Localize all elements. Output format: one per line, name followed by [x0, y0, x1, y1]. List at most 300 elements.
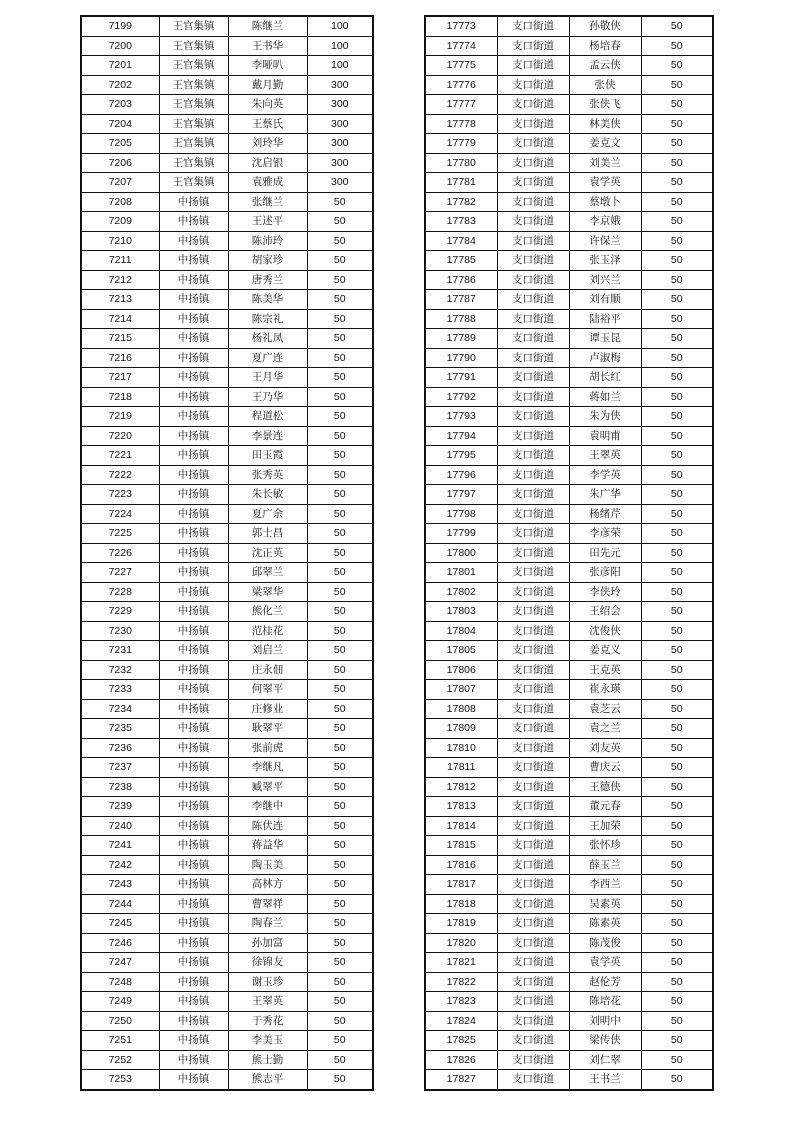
serial-number-cell: 17825	[425, 1031, 497, 1051]
township-cell: 中扬镇	[159, 777, 228, 797]
name-cell: 王书华	[228, 36, 307, 56]
amount-cell: 50	[307, 387, 373, 407]
name-cell: 蒋益华	[228, 836, 307, 856]
table-row	[425, 719, 713, 739]
amount-cell: 50	[641, 309, 713, 329]
table-row	[81, 563, 373, 583]
serial-number-cell: 17827	[425, 1070, 497, 1090]
serial-number-cell: 17778	[425, 114, 497, 134]
serial-number-cell: 7235	[81, 719, 159, 739]
table-row	[425, 992, 713, 1012]
name-cell: 何翠平	[228, 680, 307, 700]
serial-number-cell: 7223	[81, 485, 159, 505]
amount-cell: 50	[641, 816, 713, 836]
name-cell: 于秀花	[228, 1011, 307, 1031]
name-cell: 王书兰	[569, 1070, 641, 1090]
table-row	[425, 524, 713, 544]
amount-cell: 300	[307, 134, 373, 154]
serial-number-cell: 17803	[425, 602, 497, 622]
township-cell: 支口街道	[497, 699, 569, 719]
township-cell: 支口街道	[497, 95, 569, 115]
township-cell: 中扬镇	[159, 738, 228, 758]
table-row	[425, 173, 713, 193]
name-cell: 王乃华	[228, 387, 307, 407]
serial-number-cell: 7252	[81, 1050, 159, 1070]
table-row	[425, 1050, 713, 1070]
township-cell: 中扬镇	[159, 1050, 228, 1070]
serial-number-cell: 17791	[425, 368, 497, 388]
township-cell: 支口街道	[497, 660, 569, 680]
name-cell: 张彦阳	[569, 563, 641, 583]
township-cell: 中扬镇	[159, 485, 228, 505]
serial-number-cell: 17779	[425, 134, 497, 154]
serial-number-cell: 7241	[81, 836, 159, 856]
name-cell: 陈沛玲	[228, 231, 307, 251]
township-cell: 中扬镇	[159, 1070, 228, 1090]
township-cell: 支口街道	[497, 641, 569, 661]
township-cell: 中扬镇	[159, 953, 228, 973]
amount-cell: 50	[307, 212, 373, 232]
name-cell: 谢玉珍	[228, 972, 307, 992]
name-cell: 张秀英	[228, 465, 307, 485]
table-row	[81, 602, 373, 622]
serial-number-cell: 17826	[425, 1050, 497, 1070]
table-row	[81, 1070, 373, 1090]
township-cell: 支口街道	[497, 621, 569, 641]
amount-cell: 50	[641, 738, 713, 758]
amount-cell: 50	[307, 1031, 373, 1051]
amount-cell: 50	[307, 797, 373, 817]
serial-number-cell: 7253	[81, 1070, 159, 1090]
serial-number-cell: 7210	[81, 231, 159, 251]
serial-number-cell: 17798	[425, 504, 497, 524]
amount-cell: 50	[641, 134, 713, 154]
name-cell: 王述平	[228, 212, 307, 232]
serial-number-cell: 17814	[425, 816, 497, 836]
serial-number-cell: 7234	[81, 699, 159, 719]
serial-number-cell: 17793	[425, 407, 497, 427]
serial-number-cell: 7233	[81, 680, 159, 700]
table-row	[81, 777, 373, 797]
name-cell: 熊士勤	[228, 1050, 307, 1070]
amount-cell: 50	[641, 36, 713, 56]
amount-cell: 50	[307, 231, 373, 251]
table-row	[425, 309, 713, 329]
serial-number-cell: 17800	[425, 543, 497, 563]
serial-number-cell: 7249	[81, 992, 159, 1012]
township-cell: 中扬镇	[159, 387, 228, 407]
table-row	[425, 816, 713, 836]
name-cell: 卢淑梅	[569, 348, 641, 368]
amount-cell: 50	[307, 641, 373, 661]
township-cell: 支口街道	[497, 387, 569, 407]
township-cell: 支口街道	[497, 36, 569, 56]
name-cell: 王翠英	[228, 992, 307, 1012]
township-cell: 支口街道	[497, 875, 569, 895]
serial-number-cell: 17807	[425, 680, 497, 700]
township-cell: 支口街道	[497, 914, 569, 934]
table-row	[81, 387, 373, 407]
serial-number-cell: 17822	[425, 972, 497, 992]
table-row	[425, 192, 713, 212]
name-cell: 袁之兰	[569, 719, 641, 739]
township-cell: 支口街道	[497, 1050, 569, 1070]
name-cell: 庄修业	[228, 699, 307, 719]
township-cell: 中扬镇	[159, 543, 228, 563]
amount-cell: 50	[307, 426, 373, 446]
name-cell: 熊化兰	[228, 602, 307, 622]
township-cell: 中扬镇	[159, 602, 228, 622]
table-row	[425, 56, 713, 76]
serial-number-cell: 7245	[81, 914, 159, 934]
township-cell: 支口街道	[497, 212, 569, 232]
township-cell: 王官集镇	[159, 36, 228, 56]
name-cell: 姜克义	[569, 641, 641, 661]
township-cell: 中扬镇	[159, 894, 228, 914]
serial-number-cell: 7203	[81, 95, 159, 115]
name-cell: 田玉霞	[228, 446, 307, 466]
serial-number-cell: 17787	[425, 290, 497, 310]
name-cell: 杨培春	[569, 36, 641, 56]
table-row	[81, 992, 373, 1012]
serial-number-cell: 7217	[81, 368, 159, 388]
amount-cell: 50	[641, 446, 713, 466]
township-cell: 中扬镇	[159, 192, 228, 212]
serial-number-cell: 7230	[81, 621, 159, 641]
amount-cell: 50	[641, 972, 713, 992]
name-cell: 曹翠祥	[228, 894, 307, 914]
amount-cell: 50	[641, 602, 713, 622]
name-cell: 许保兰	[569, 231, 641, 251]
township-cell: 中扬镇	[159, 1031, 228, 1051]
township-cell: 支口街道	[497, 758, 569, 778]
name-cell: 袁学英	[569, 953, 641, 973]
table-row	[81, 426, 373, 446]
name-cell: 孟云侠	[569, 56, 641, 76]
table-row	[81, 485, 373, 505]
table-row	[81, 797, 373, 817]
serial-number-cell: 17782	[425, 192, 497, 212]
township-cell: 支口街道	[497, 446, 569, 466]
serial-number-cell: 7215	[81, 329, 159, 349]
amount-cell: 50	[307, 290, 373, 310]
township-cell: 支口街道	[497, 251, 569, 271]
township-cell: 中扬镇	[159, 251, 228, 271]
township-cell: 支口街道	[497, 368, 569, 388]
serial-number-cell: 17801	[425, 563, 497, 583]
amount-cell: 50	[641, 426, 713, 446]
name-cell: 胡长红	[569, 368, 641, 388]
table-row	[81, 114, 373, 134]
table-row	[425, 641, 713, 661]
table-row	[81, 407, 373, 427]
township-cell: 支口街道	[497, 602, 569, 622]
name-cell: 耿翠平	[228, 719, 307, 739]
table-row	[425, 621, 713, 641]
amount-cell: 50	[307, 251, 373, 271]
serial-number-cell: 17811	[425, 758, 497, 778]
table-row	[81, 953, 373, 973]
table-row	[425, 582, 713, 602]
serial-number-cell: 7220	[81, 426, 159, 446]
table-row	[425, 387, 713, 407]
name-cell: 陆裕平	[569, 309, 641, 329]
amount-cell: 100	[307, 56, 373, 76]
name-cell: 王月华	[228, 368, 307, 388]
serial-number-cell: 7229	[81, 602, 159, 622]
serial-number-cell: 7228	[81, 582, 159, 602]
name-cell: 袁学英	[569, 173, 641, 193]
township-cell: 中扬镇	[159, 641, 228, 661]
name-cell: 陈美华	[228, 290, 307, 310]
table-row	[425, 680, 713, 700]
table-row	[81, 290, 373, 310]
serial-number-cell: 17784	[425, 231, 497, 251]
township-cell: 支口街道	[497, 582, 569, 602]
table-row	[425, 153, 713, 173]
amount-cell: 50	[641, 368, 713, 388]
name-cell: 郭士昌	[228, 524, 307, 544]
table-row	[425, 134, 713, 154]
amount-cell: 50	[307, 660, 373, 680]
table-row	[81, 914, 373, 934]
table-row	[81, 212, 373, 232]
name-cell: 陈素英	[569, 914, 641, 934]
name-cell: 熊志平	[228, 1070, 307, 1090]
table-row	[81, 582, 373, 602]
serial-number-cell: 7204	[81, 114, 159, 134]
serial-number-cell: 7247	[81, 953, 159, 973]
name-cell: 袁明甫	[569, 426, 641, 446]
name-cell: 杨礼凤	[228, 329, 307, 349]
name-cell: 李学英	[569, 465, 641, 485]
table-row	[81, 368, 373, 388]
amount-cell: 50	[641, 719, 713, 739]
name-cell: 庄永佃	[228, 660, 307, 680]
serial-number-cell: 17818	[425, 894, 497, 914]
amount-cell: 50	[641, 153, 713, 173]
name-cell: 李侠玲	[569, 582, 641, 602]
serial-number-cell: 17777	[425, 95, 497, 115]
amount-cell: 50	[641, 270, 713, 290]
table-row	[425, 426, 713, 446]
amount-cell: 50	[641, 504, 713, 524]
name-cell: 田先元	[569, 543, 641, 563]
name-cell: 沈启银	[228, 153, 307, 173]
serial-number-cell: 7246	[81, 933, 159, 953]
table-row	[81, 933, 373, 953]
amount-cell: 50	[307, 563, 373, 583]
township-cell: 王官集镇	[159, 95, 228, 115]
table-row	[81, 504, 373, 524]
table-row	[425, 407, 713, 427]
serial-number-cell: 17808	[425, 699, 497, 719]
township-cell: 中扬镇	[159, 407, 228, 427]
name-cell: 李京娥	[569, 212, 641, 232]
serial-number-cell: 17799	[425, 524, 497, 544]
table-row	[81, 1050, 373, 1070]
township-cell: 支口街道	[497, 16, 569, 36]
amount-cell: 50	[307, 777, 373, 797]
table-row	[81, 446, 373, 466]
amount-cell: 50	[641, 894, 713, 914]
name-cell: 张前虎	[228, 738, 307, 758]
serial-number-cell: 7236	[81, 738, 159, 758]
township-cell: 支口街道	[497, 329, 569, 349]
table-row	[81, 270, 373, 290]
serial-number-cell: 17804	[425, 621, 497, 641]
table-row	[81, 738, 373, 758]
right-roster-table	[424, 15, 714, 1091]
table-row	[81, 329, 373, 349]
amount-cell: 50	[641, 114, 713, 134]
table-row	[425, 16, 713, 36]
amount-cell: 50	[641, 699, 713, 719]
township-cell: 支口街道	[497, 407, 569, 427]
township-cell: 中扬镇	[159, 1011, 228, 1031]
name-cell: 程道松	[228, 407, 307, 427]
amount-cell: 50	[641, 992, 713, 1012]
table-row	[425, 758, 713, 778]
table-row	[81, 680, 373, 700]
table-row	[425, 1031, 713, 1051]
township-cell: 支口街道	[497, 563, 569, 583]
serial-number-cell: 17790	[425, 348, 497, 368]
name-cell: 刘美兰	[569, 153, 641, 173]
serial-number-cell: 7222	[81, 465, 159, 485]
township-cell: 中扬镇	[159, 212, 228, 232]
table-row	[81, 231, 373, 251]
serial-number-cell: 7237	[81, 758, 159, 778]
table-row	[81, 641, 373, 661]
township-cell: 中扬镇	[159, 621, 228, 641]
table-row	[425, 777, 713, 797]
name-cell: 张玉泽	[569, 251, 641, 271]
amount-cell: 50	[641, 660, 713, 680]
table-row	[81, 1011, 373, 1031]
amount-cell: 50	[307, 875, 373, 895]
serial-number-cell: 17786	[425, 270, 497, 290]
serial-number-cell: 7211	[81, 251, 159, 271]
serial-number-cell: 7225	[81, 524, 159, 544]
name-cell: 朱向英	[228, 95, 307, 115]
serial-number-cell: 17785	[425, 251, 497, 271]
township-cell: 支口街道	[497, 290, 569, 310]
amount-cell: 50	[307, 855, 373, 875]
name-cell: 戴月勤	[228, 75, 307, 95]
amount-cell: 300	[307, 173, 373, 193]
table-row	[425, 972, 713, 992]
name-cell: 李西兰	[569, 875, 641, 895]
name-cell: 陈宗礼	[228, 309, 307, 329]
serial-number-cell: 7199	[81, 16, 159, 36]
serial-number-cell: 17789	[425, 329, 497, 349]
amount-cell: 50	[307, 914, 373, 934]
township-cell: 支口街道	[497, 465, 569, 485]
township-cell: 支口街道	[497, 426, 569, 446]
name-cell: 王绍会	[569, 602, 641, 622]
township-cell: 王官集镇	[159, 134, 228, 154]
township-cell: 中扬镇	[159, 933, 228, 953]
township-cell: 支口街道	[497, 738, 569, 758]
table-row	[81, 719, 373, 739]
amount-cell: 100	[307, 16, 373, 36]
serial-number-cell: 17810	[425, 738, 497, 758]
township-cell: 支口街道	[497, 894, 569, 914]
township-cell: 王官集镇	[159, 16, 228, 36]
table-row	[425, 446, 713, 466]
name-cell: 李彦荣	[569, 524, 641, 544]
serial-number-cell: 7240	[81, 816, 159, 836]
name-cell: 高林方	[228, 875, 307, 895]
township-cell: 中扬镇	[159, 992, 228, 1012]
serial-number-cell: 7248	[81, 972, 159, 992]
township-cell: 支口街道	[497, 192, 569, 212]
township-cell: 中扬镇	[159, 660, 228, 680]
table-row	[81, 56, 373, 76]
amount-cell: 50	[641, 582, 713, 602]
table-row	[81, 16, 373, 36]
serial-number-cell: 17794	[425, 426, 497, 446]
serial-number-cell: 17809	[425, 719, 497, 739]
name-cell: 张侠飞	[569, 95, 641, 115]
amount-cell: 50	[307, 1070, 373, 1090]
township-cell: 中扬镇	[159, 582, 228, 602]
township-cell: 中扬镇	[159, 270, 228, 290]
township-cell: 支口街道	[497, 485, 569, 505]
table-row	[425, 95, 713, 115]
serial-number-cell: 17812	[425, 777, 497, 797]
name-cell: 沈俊侠	[569, 621, 641, 641]
township-cell: 支口街道	[497, 504, 569, 524]
amount-cell: 50	[641, 407, 713, 427]
serial-number-cell: 7206	[81, 153, 159, 173]
left-roster-table	[80, 15, 374, 1091]
table-row	[425, 563, 713, 583]
table-row	[81, 543, 373, 563]
name-cell: 张怀珍	[569, 836, 641, 856]
name-cell: 崔永瑛	[569, 680, 641, 700]
township-cell: 中扬镇	[159, 290, 228, 310]
township-cell: 支口街道	[497, 1011, 569, 1031]
table-row	[425, 602, 713, 622]
table-row	[425, 1070, 713, 1090]
serial-number-cell: 17776	[425, 75, 497, 95]
township-cell: 支口街道	[497, 1031, 569, 1051]
name-cell: 刘友英	[569, 738, 641, 758]
township-cell: 中扬镇	[159, 816, 228, 836]
amount-cell: 100	[307, 36, 373, 56]
table-row	[425, 836, 713, 856]
township-cell: 中扬镇	[159, 972, 228, 992]
township-cell: 中扬镇	[159, 446, 228, 466]
amount-cell: 50	[307, 738, 373, 758]
township-cell: 中扬镇	[159, 875, 228, 895]
table-row	[425, 504, 713, 524]
serial-number-cell: 17820	[425, 933, 497, 953]
amount-cell: 50	[641, 933, 713, 953]
name-cell: 刘兴兰	[569, 270, 641, 290]
table-row	[425, 75, 713, 95]
table-row	[81, 758, 373, 778]
serial-number-cell: 7202	[81, 75, 159, 95]
amount-cell: 50	[307, 368, 373, 388]
serial-number-cell: 17775	[425, 56, 497, 76]
table-row	[81, 134, 373, 154]
name-cell: 孙敬侠	[569, 16, 641, 36]
table-row	[81, 309, 373, 329]
name-cell: 唐秀兰	[228, 270, 307, 290]
